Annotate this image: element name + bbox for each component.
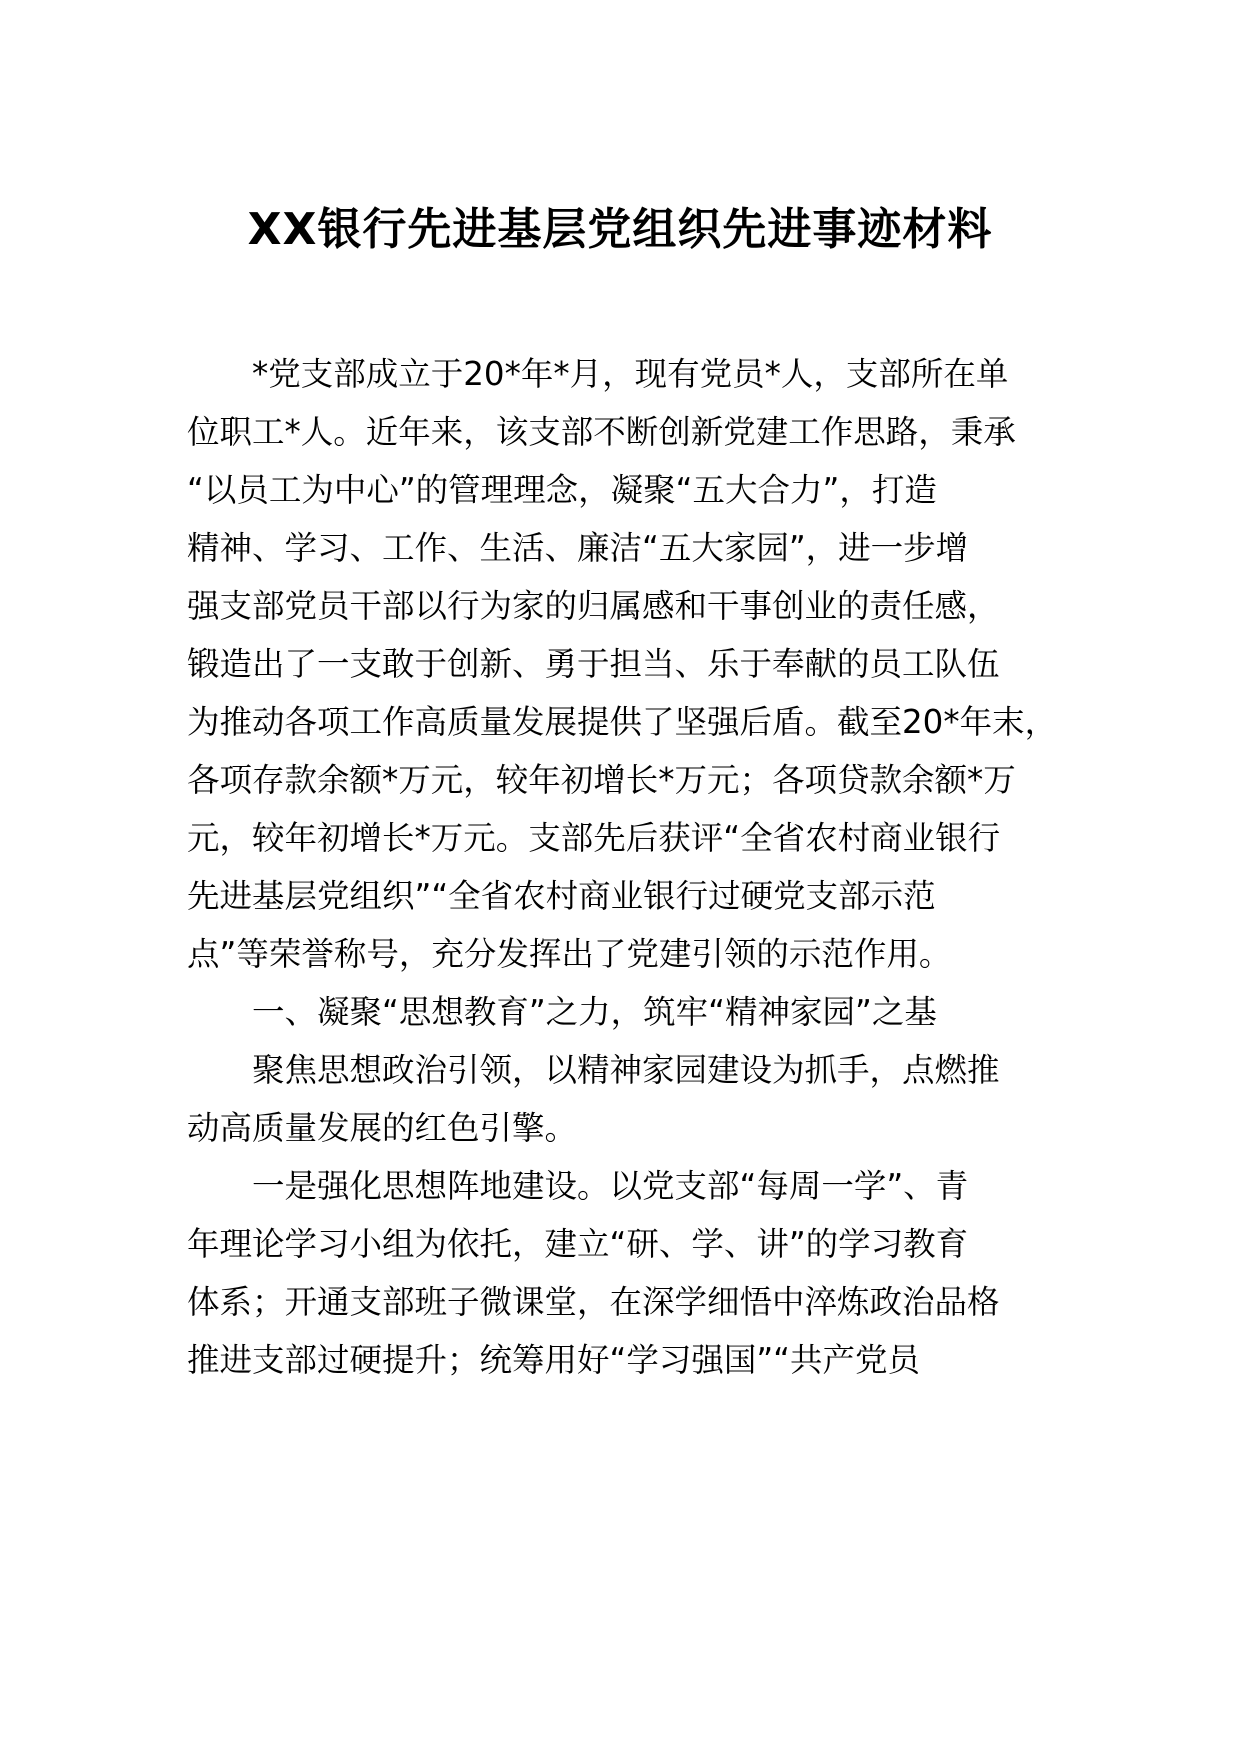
- paragraph-line: 一是强化思想阵地建设。以党支部“每周一学”、青: [252, 1167, 969, 1205]
- paragraph-line: 推进支部过硬提升；统筹用好“学习强国”“共产党员: [187, 1341, 921, 1379]
- paragraph-line: 点”等荣誉称号，充分发挥出了党建引领的示范作用。: [187, 935, 952, 973]
- paragraph-line: 精神、学习、工作、生活、廉洁“五大家园”，进一步增: [187, 529, 969, 567]
- paragraph-line: 为推动各项工作高质量发展提供了坚强后盾。截至20*年末，: [187, 703, 1058, 741]
- paragraph-line: 体系；开通支部班子微课堂，在深学细悟中淬炼政治品格: [187, 1283, 1000, 1321]
- paragraph-line: 各项存款余额*万元，较年初增长*万元；各项贷款余额*万: [187, 761, 1016, 799]
- document-title: XX银行先进基层党组织先进事迹材料: [247, 204, 993, 255]
- paragraph-line: 年理论学习小组为依托，建立“研、学、讲”的学习教育: [187, 1225, 969, 1263]
- paragraph-line: 位职工*人。近年来，该支部不断创新党建工作思路，秉承: [187, 413, 1016, 451]
- paragraph-line: 动高质量发展的红色引擎。: [187, 1109, 578, 1147]
- paragraph-line: 强支部党员干部以行为家的归属感和干事创业的责任感，: [187, 587, 1000, 625]
- paragraph-line: “以员工为中心”的管理理念，凝聚“五大合力”，打造: [187, 471, 937, 509]
- paragraph-line: 先进基层党组织”“全省农村商业银行过硬党支部示范: [187, 877, 936, 915]
- paragraph-line: 锻造出了一支敢于创新、勇于担当、乐于奉献的员工队伍: [187, 645, 1000, 683]
- section-heading: 一、凝聚“思想教育”之力，筑牢“精神家园”之基: [252, 993, 937, 1031]
- paragraph-line: *党支部成立于20*年*月，现有党员*人，支部所在单: [252, 355, 1009, 393]
- paragraph-line: 元，较年初增长*万元。支部先后获评“全省农村商业银行: [187, 819, 1001, 857]
- paragraph-line: 聚焦思想政治引领，以精神家园建设为抓手，点燃推: [252, 1051, 1000, 1089]
